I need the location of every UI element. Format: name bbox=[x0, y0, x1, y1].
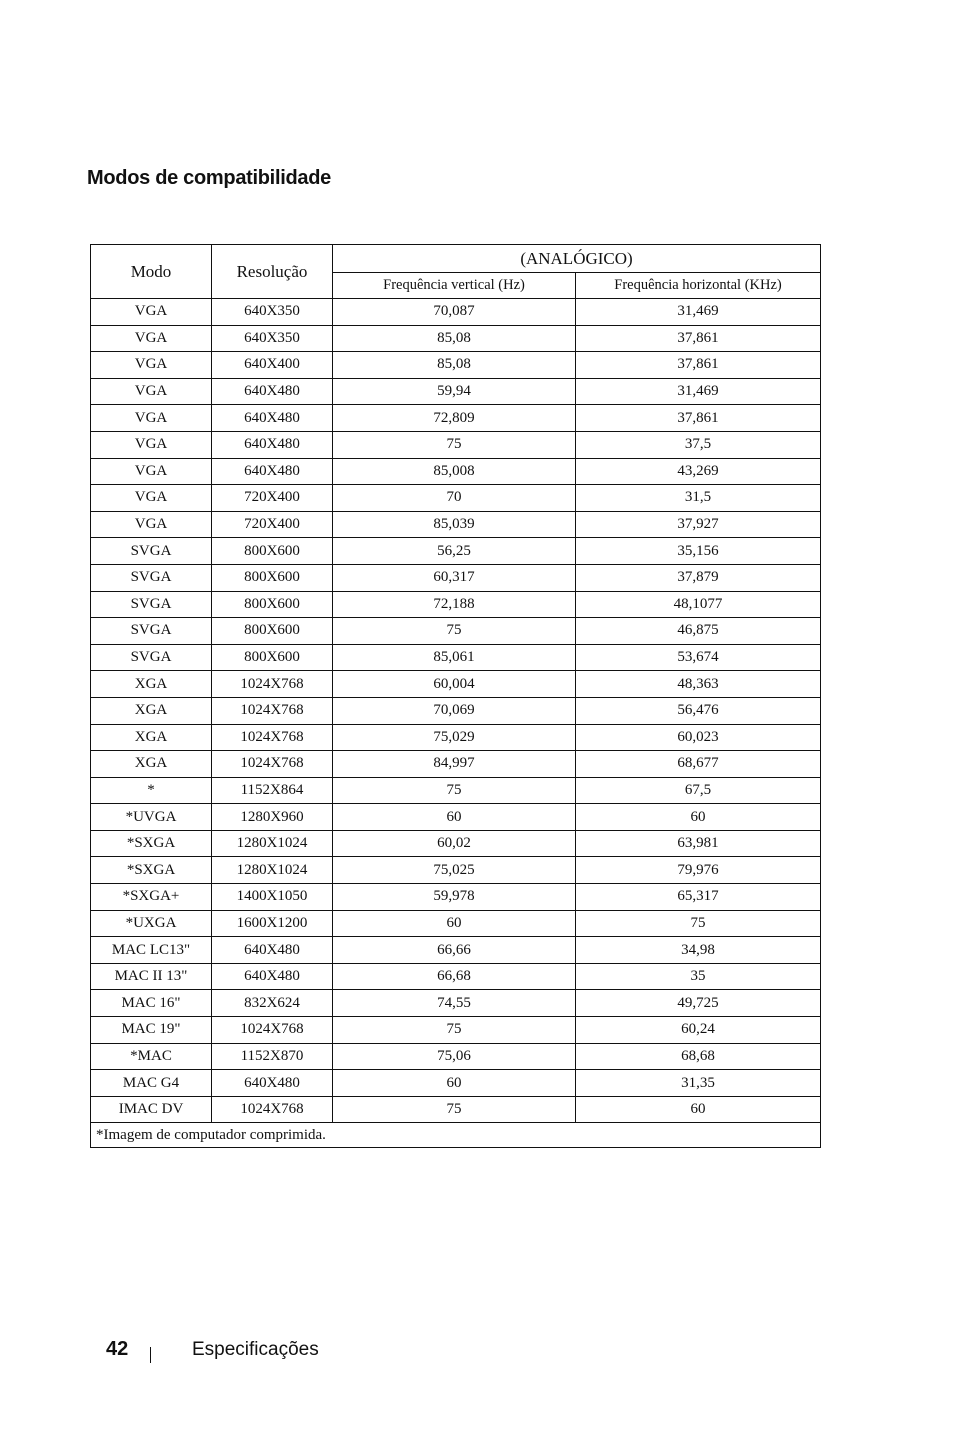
table-row bbox=[91, 671, 821, 698]
compatibility-modes-table bbox=[90, 244, 821, 1148]
resolution-cell: 640X400 bbox=[212, 352, 333, 379]
horizontal-frequency-cell: 37,5 bbox=[576, 431, 821, 458]
table-row bbox=[91, 697, 821, 724]
mode-cell: VGA bbox=[91, 299, 212, 326]
vertical-frequency-cell: 60 bbox=[333, 910, 576, 937]
resolution-cell: 640X480 bbox=[212, 1070, 333, 1097]
resolution-cell: 720X400 bbox=[212, 511, 333, 538]
vertical-frequency-cell: 59,978 bbox=[333, 884, 576, 911]
table-row bbox=[91, 937, 821, 964]
vertical-frequency-cell: 85,08 bbox=[333, 352, 576, 379]
vertical-frequency-cell: 72,809 bbox=[333, 405, 576, 432]
vertical-frequency-cell: 70 bbox=[333, 485, 576, 512]
header-horizontal-frequency: Frequência horizontal (KHz) bbox=[576, 273, 821, 299]
resolution-cell: 640X350 bbox=[212, 325, 333, 352]
vertical-frequency-cell: 75 bbox=[333, 618, 576, 645]
table-row bbox=[91, 299, 821, 326]
mode-cell: SVGA bbox=[91, 538, 212, 565]
header-mode: Modo bbox=[91, 245, 212, 299]
vertical-frequency-cell: 66,68 bbox=[333, 963, 576, 990]
vertical-frequency-cell: 59,94 bbox=[333, 378, 576, 405]
resolution-cell: 640X480 bbox=[212, 458, 333, 485]
horizontal-frequency-cell: 48,363 bbox=[576, 671, 821, 698]
table-row bbox=[91, 325, 821, 352]
horizontal-frequency-cell: 37,861 bbox=[576, 325, 821, 352]
horizontal-frequency-cell: 37,861 bbox=[576, 352, 821, 379]
resolution-cell: 1024X768 bbox=[212, 751, 333, 778]
mode-cell: SVGA bbox=[91, 564, 212, 591]
mode-cell: MAC 16" bbox=[91, 990, 212, 1017]
footnote: *Imagem de computador comprimida. bbox=[91, 1123, 821, 1148]
vertical-frequency-cell: 75 bbox=[333, 777, 576, 804]
vertical-frequency-cell: 75,06 bbox=[333, 1043, 576, 1070]
resolution-cell: 1280X1024 bbox=[212, 857, 333, 884]
resolution-cell: 800X600 bbox=[212, 644, 333, 671]
resolution-cell: 1024X768 bbox=[212, 671, 333, 698]
resolution-cell: 1024X768 bbox=[212, 1096, 333, 1123]
mode-cell: XGA bbox=[91, 751, 212, 778]
mode-cell: *UXGA bbox=[91, 910, 212, 937]
mode-cell: MAC 19" bbox=[91, 1017, 212, 1044]
mode-cell: SVGA bbox=[91, 618, 212, 645]
resolution-cell: 640X480 bbox=[212, 937, 333, 964]
table-row bbox=[91, 830, 821, 857]
vertical-frequency-cell: 75,025 bbox=[333, 857, 576, 884]
horizontal-frequency-cell: 46,875 bbox=[576, 618, 821, 645]
mode-cell: *UVGA bbox=[91, 804, 212, 831]
horizontal-frequency-cell: 56,476 bbox=[576, 697, 821, 724]
mode-cell: SVGA bbox=[91, 644, 212, 671]
mode-cell: MAC LC13" bbox=[91, 937, 212, 964]
footer-section-name: Especificações bbox=[192, 1339, 319, 1360]
table-row bbox=[91, 591, 821, 618]
table-row bbox=[91, 751, 821, 778]
horizontal-frequency-cell: 53,674 bbox=[576, 644, 821, 671]
header-vertical-frequency: Frequência vertical (Hz) bbox=[333, 273, 576, 299]
mode-cell: * bbox=[91, 777, 212, 804]
table-row bbox=[91, 644, 821, 671]
resolution-cell: 640X480 bbox=[212, 963, 333, 990]
horizontal-frequency-cell: 37,861 bbox=[576, 405, 821, 432]
table-row bbox=[91, 458, 821, 485]
table-row bbox=[91, 857, 821, 884]
horizontal-frequency-cell: 31,469 bbox=[576, 299, 821, 326]
mode-cell: XGA bbox=[91, 671, 212, 698]
horizontal-frequency-cell: 43,269 bbox=[576, 458, 821, 485]
mode-cell: MAC II 13" bbox=[91, 963, 212, 990]
vertical-frequency-cell: 66,66 bbox=[333, 937, 576, 964]
resolution-cell: 1152X864 bbox=[212, 777, 333, 804]
table-row bbox=[91, 1096, 821, 1123]
mode-cell: *SXGA bbox=[91, 857, 212, 884]
horizontal-frequency-cell: 37,927 bbox=[576, 511, 821, 538]
horizontal-frequency-cell: 68,68 bbox=[576, 1043, 821, 1070]
horizontal-frequency-cell: 49,725 bbox=[576, 990, 821, 1017]
vertical-frequency-cell: 60 bbox=[333, 804, 576, 831]
mode-cell: VGA bbox=[91, 325, 212, 352]
vertical-frequency-cell: 60,317 bbox=[333, 564, 576, 591]
table-row bbox=[91, 777, 821, 804]
table-row bbox=[91, 511, 821, 538]
footer-divider bbox=[150, 1347, 151, 1363]
horizontal-frequency-cell: 31,35 bbox=[576, 1070, 821, 1097]
horizontal-frequency-cell: 67,5 bbox=[576, 777, 821, 804]
table-row bbox=[91, 378, 821, 405]
table-row bbox=[91, 352, 821, 379]
horizontal-frequency-cell: 79,976 bbox=[576, 857, 821, 884]
header-resolution: Resolução bbox=[212, 245, 333, 299]
mode-cell: *SXGA bbox=[91, 830, 212, 857]
mode-cell: XGA bbox=[91, 724, 212, 751]
vertical-frequency-cell: 70,087 bbox=[333, 299, 576, 326]
vertical-frequency-cell: 75 bbox=[333, 1096, 576, 1123]
horizontal-frequency-cell: 31,5 bbox=[576, 485, 821, 512]
mode-cell: MAC G4 bbox=[91, 1070, 212, 1097]
resolution-cell: 640X350 bbox=[212, 299, 333, 326]
resolution-cell: 640X480 bbox=[212, 405, 333, 432]
vertical-frequency-cell: 60,02 bbox=[333, 830, 576, 857]
vertical-frequency-cell: 84,997 bbox=[333, 751, 576, 778]
resolution-cell: 720X400 bbox=[212, 485, 333, 512]
horizontal-frequency-cell: 68,677 bbox=[576, 751, 821, 778]
horizontal-frequency-cell: 60,023 bbox=[576, 724, 821, 751]
table-row bbox=[91, 564, 821, 591]
section-title: Modos de compatibilidade bbox=[87, 167, 331, 189]
resolution-cell: 1024X768 bbox=[212, 697, 333, 724]
horizontal-frequency-cell: 35,156 bbox=[576, 538, 821, 565]
horizontal-frequency-cell: 48,1077 bbox=[576, 591, 821, 618]
horizontal-frequency-cell: 60 bbox=[576, 1096, 821, 1123]
mode-cell: VGA bbox=[91, 511, 212, 538]
table-row bbox=[91, 910, 821, 937]
vertical-frequency-cell: 85,039 bbox=[333, 511, 576, 538]
table-row bbox=[91, 538, 821, 565]
vertical-frequency-cell: 74,55 bbox=[333, 990, 576, 1017]
horizontal-frequency-cell: 65,317 bbox=[576, 884, 821, 911]
resolution-cell: 832X624 bbox=[212, 990, 333, 1017]
horizontal-frequency-cell: 60,24 bbox=[576, 1017, 821, 1044]
mode-cell: VGA bbox=[91, 378, 212, 405]
mode-cell: VGA bbox=[91, 352, 212, 379]
resolution-cell: 640X480 bbox=[212, 431, 333, 458]
vertical-frequency-cell: 75 bbox=[333, 431, 576, 458]
table-row bbox=[91, 485, 821, 512]
mode-cell: IMAC DV bbox=[91, 1096, 212, 1123]
horizontal-frequency-cell: 60 bbox=[576, 804, 821, 831]
resolution-cell: 800X600 bbox=[212, 618, 333, 645]
mode-cell: *MAC bbox=[91, 1043, 212, 1070]
footnote-row bbox=[91, 1123, 821, 1148]
vertical-frequency-cell: 60,004 bbox=[333, 671, 576, 698]
horizontal-frequency-cell: 31,469 bbox=[576, 378, 821, 405]
table-row bbox=[91, 990, 821, 1017]
vertical-frequency-cell: 70,069 bbox=[333, 697, 576, 724]
horizontal-frequency-cell: 63,981 bbox=[576, 830, 821, 857]
table-header bbox=[91, 245, 821, 299]
resolution-cell: 800X600 bbox=[212, 591, 333, 618]
resolution-cell: 1280X1024 bbox=[212, 830, 333, 857]
mode-cell: VGA bbox=[91, 431, 212, 458]
table-row bbox=[91, 431, 821, 458]
table-row bbox=[91, 1070, 821, 1097]
resolution-cell: 640X480 bbox=[212, 378, 333, 405]
header-analog: (ANALÓGICO) bbox=[333, 245, 821, 273]
resolution-cell: 1280X960 bbox=[212, 804, 333, 831]
mode-cell: VGA bbox=[91, 405, 212, 432]
table-row bbox=[91, 804, 821, 831]
resolution-cell: 1400X1050 bbox=[212, 884, 333, 911]
resolution-cell: 1024X768 bbox=[212, 724, 333, 751]
vertical-frequency-cell: 75,029 bbox=[333, 724, 576, 751]
table-row bbox=[91, 1017, 821, 1044]
vertical-frequency-cell: 56,25 bbox=[333, 538, 576, 565]
table-row bbox=[91, 405, 821, 432]
table-row bbox=[91, 1043, 821, 1070]
table-body bbox=[91, 299, 821, 1148]
table-row bbox=[91, 963, 821, 990]
vertical-frequency-cell: 72,188 bbox=[333, 591, 576, 618]
horizontal-frequency-cell: 35 bbox=[576, 963, 821, 990]
mode-cell: VGA bbox=[91, 458, 212, 485]
vertical-frequency-cell: 85,061 bbox=[333, 644, 576, 671]
table-row bbox=[91, 884, 821, 911]
mode-cell: XGA bbox=[91, 697, 212, 724]
resolution-cell: 800X600 bbox=[212, 538, 333, 565]
vertical-frequency-cell: 85,08 bbox=[333, 325, 576, 352]
table-row bbox=[91, 618, 821, 645]
vertical-frequency-cell: 75 bbox=[333, 1017, 576, 1044]
mode-cell: VGA bbox=[91, 485, 212, 512]
horizontal-frequency-cell: 75 bbox=[576, 910, 821, 937]
horizontal-frequency-cell: 37,879 bbox=[576, 564, 821, 591]
resolution-cell: 1024X768 bbox=[212, 1017, 333, 1044]
resolution-cell: 1600X1200 bbox=[212, 910, 333, 937]
horizontal-frequency-cell: 34,98 bbox=[576, 937, 821, 964]
vertical-frequency-cell: 85,008 bbox=[333, 458, 576, 485]
page-number: 42 bbox=[106, 1338, 129, 1360]
table-row bbox=[91, 724, 821, 751]
vertical-frequency-cell: 60 bbox=[333, 1070, 576, 1097]
resolution-cell: 1152X870 bbox=[212, 1043, 333, 1070]
resolution-cell: 800X600 bbox=[212, 564, 333, 591]
mode-cell: *SXGA+ bbox=[91, 884, 212, 911]
mode-cell: SVGA bbox=[91, 591, 212, 618]
